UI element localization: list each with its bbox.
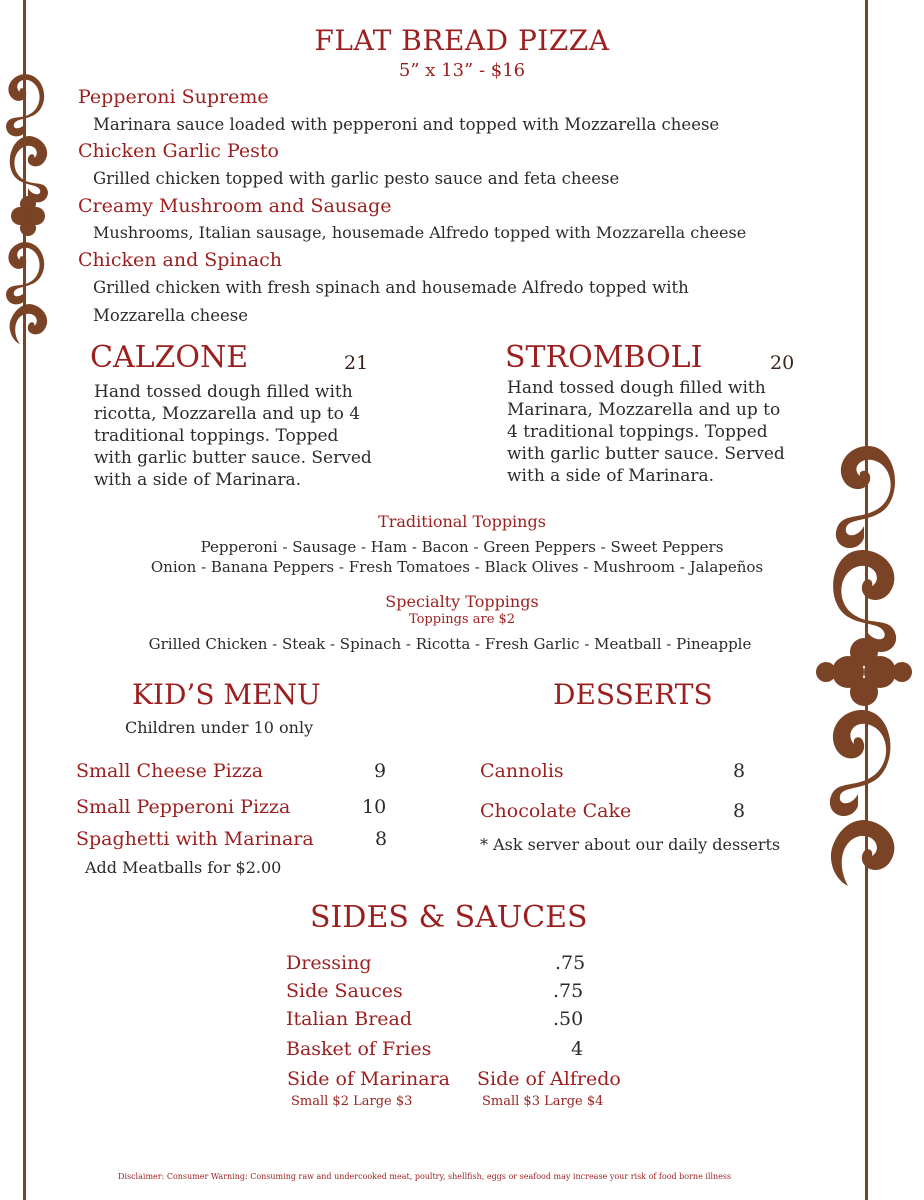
side-item-name: Italian Bread (286, 1008, 413, 1030)
kids-menu-subtitle: Children under 10 only (125, 718, 314, 737)
kids-item-price: 10 (362, 796, 387, 818)
dessert-item-name: Chocolate Cake (480, 800, 632, 822)
calzone-title: CALZONE (90, 340, 249, 375)
side-item-price: .75 (553, 980, 584, 1002)
stromboli-title: STROMBOLI (505, 340, 703, 375)
stromboli-desc-line: Marinara, Mozzarella and up to (507, 400, 781, 420)
traditional-toppings-title: Traditional Toppings (378, 512, 546, 531)
specialty-toppings-title: Specialty Toppings (385, 592, 539, 611)
side-item-price: .75 (555, 952, 586, 974)
flatbread-item-desc: Marinara sauce loaded with pepperoni and topped with Mozzarella cheese (93, 115, 720, 134)
flatbread-item-name: Creamy Mushroom and Sausage (78, 195, 392, 217)
kids-item-name: Small Cheese Pizza (76, 760, 264, 782)
side-of-alfredo-label: Side of Alfredo (477, 1068, 621, 1090)
sides-title: SIDES & SAUCES (310, 900, 588, 935)
stromboli-desc-line: with garlic butter sauce. Served (507, 444, 785, 464)
flatbread-size-price: 5” x 13” - $16 (398, 60, 526, 81)
kids-item-name: Spaghetti with Marinara (76, 828, 314, 850)
dessert-item-name: Cannolis (480, 760, 564, 782)
traditional-toppings-line: Onion - Banana Peppers - Fresh Tomatoes - Black Olives - Mushroom - Jalapeños (150, 558, 764, 576)
right-scroll-ornament-icon (800, 440, 924, 900)
dessert-item-price: 8 (733, 760, 746, 782)
calzone-desc-line: ricotta, Mozzarella and up to 4 (94, 404, 361, 424)
kids-item-price: 8 (375, 828, 388, 850)
flatbread-title: FLAT BREAD PIZZA (314, 24, 610, 57)
specialty-toppings-note: Toppings are $2 (408, 612, 516, 627)
side-item-name: Dressing (286, 952, 372, 974)
side-item-name: Side Sauces (286, 980, 403, 1002)
side-item-name: Basket of Fries (286, 1038, 432, 1060)
calzone-desc-line: with garlic butter sauce. Served (94, 448, 372, 468)
stromboli-desc-line: 4 traditional toppings. Topped (507, 422, 768, 442)
flatbread-item-desc: Grilled chicken topped with garlic pesto sauce and feta cheese (93, 169, 620, 188)
flatbread-item-desc-cont: Mozzarella cheese (93, 306, 248, 325)
side-of-marinara-label: Side of Marinara (287, 1068, 450, 1090)
side-of-marinara-price: Small $2 Large $3 (291, 1094, 413, 1109)
kids-item-name: Small Pepperoni Pizza (76, 796, 291, 818)
flatbread-item-name: Pepperoni Supreme (78, 86, 269, 108)
calzone-desc-line: traditional toppings. Topped (94, 426, 339, 446)
desserts-note: * Ask server about our daily desserts (480, 835, 781, 854)
desserts-title: DESSERTS (553, 678, 713, 711)
stromboli-desc-line: Hand tossed dough filled with (507, 378, 766, 398)
calzone-desc-line: with a side of Marinara. (94, 470, 302, 490)
traditional-toppings-line: Pepperoni - Sausage - Ham - Bacon - Green Peppers - Sweet Peppers (200, 538, 724, 556)
left-scroll-ornament-icon (0, 66, 56, 356)
stromboli-desc-line: with a side of Marinara. (507, 466, 715, 486)
flatbread-item-name: Chicken and Spinach (78, 249, 282, 271)
calzone-price: 21 (344, 352, 369, 374)
specialty-toppings-line: Grilled Chicken - Steak - Spinach - Ricotta - Fresh Garlic - Meatball - Pineapple (148, 635, 752, 653)
side-of-alfredo-price: Small $3 Large $4 (482, 1094, 604, 1109)
dessert-item-price: 8 (733, 800, 746, 822)
calzone-desc-line: Hand tossed dough filled with (94, 382, 353, 402)
kids-menu-title: KID’S MENU (132, 678, 321, 711)
side-item-price: 4 (571, 1038, 584, 1060)
side-item-price: .50 (553, 1008, 584, 1030)
flatbread-item-desc: Mushrooms, Italian sausage, housemade Alfredo topped with Mozzarella cheese (93, 223, 747, 242)
stromboli-price: 20 (770, 352, 795, 374)
consumer-disclaimer: Disclaimer: Consumer Warning: Consuming raw and undercooked meat, poultry, shellfish, eggs or seafood may increase your risk of food borne illness (118, 1172, 732, 1181)
flatbread-item-desc: Grilled chicken with fresh spinach and housemade Alfredo topped with (93, 278, 689, 297)
kids-menu-note: Add Meatballs for $2.00 (85, 858, 282, 877)
flatbread-item-name: Chicken Garlic Pesto (78, 140, 279, 162)
kids-item-price: 9 (374, 760, 387, 782)
